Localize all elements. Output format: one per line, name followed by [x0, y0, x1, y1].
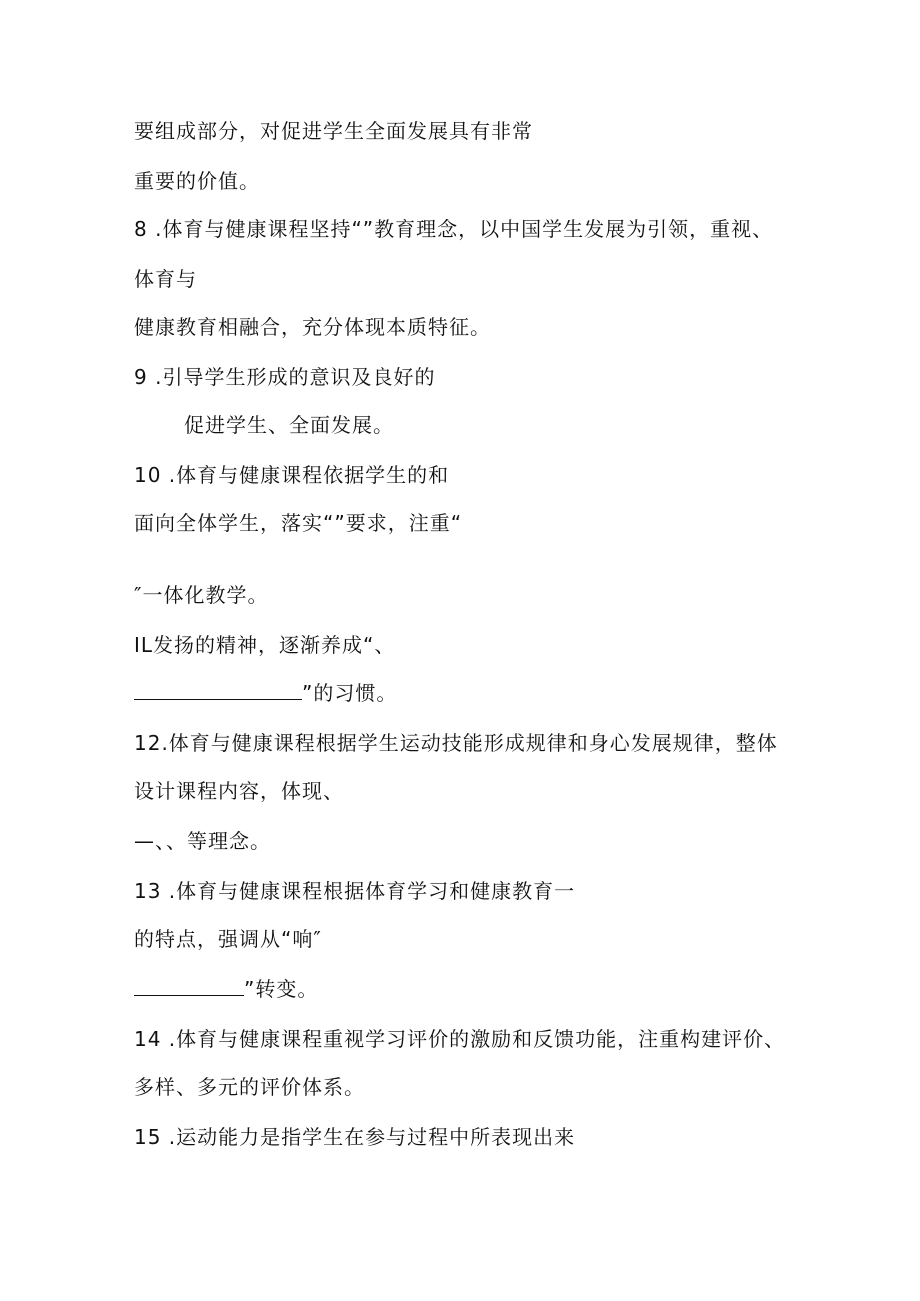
answer-blank	[134, 977, 244, 996]
question-8-line: 8 .体育与健康课程坚持“”教育理念，以中国学生发展为引领，重视、	[134, 217, 774, 241]
text-line: 促进学生、全面发展。	[184, 413, 394, 437]
text-line: —、、等理念。	[134, 829, 271, 853]
text-line: 健康教育相融合，充分体现本质特征。	[134, 315, 491, 339]
text-fragment: ”的习惯。	[302, 681, 398, 705]
text-line: 多样、多元的评价体系。	[134, 1075, 365, 1099]
text-line: 体育与	[134, 267, 197, 291]
text-line: ″一体化教学。	[134, 583, 269, 607]
text-line: 的特点，强调从“响″	[134, 927, 322, 951]
question-11-line: IL发扬的精神，逐渐养成“、	[134, 633, 396, 657]
text-fragment: ”转变。	[244, 977, 319, 1001]
question-9-line: 9 .引导学生形成的意识及良好的	[134, 365, 436, 389]
text-line: 要组成部分，对促进学生全面发展具有非常	[134, 119, 533, 143]
answer-blank-line	[134, 680, 397, 706]
question-10-line: 10 .体育与健康课程依据学生的和	[134, 463, 450, 487]
text-line: 重要的价值。	[134, 169, 260, 193]
answer-blank	[134, 681, 302, 700]
text-line: 面向全体学生，落实“”要求，注重“	[134, 511, 463, 535]
text-line: 设计课程内容，体现、	[134, 779, 344, 803]
question-13-line: 13 .体育与健康课程根据体育学习和健康教育一	[134, 879, 576, 903]
question-14-line: 14 .体育与健康课程重视学习评价的激励和反馈功能，注重构建评价、	[134, 1027, 786, 1051]
question-12-line: 12.体育与健康课程根据学生运动技能形成规律和身心发展规律，整体	[134, 731, 778, 755]
question-15-line: 15 .运动能力是指学生在参与过程中所表现出来	[134, 1125, 576, 1149]
answer-blank-line	[134, 976, 318, 1002]
